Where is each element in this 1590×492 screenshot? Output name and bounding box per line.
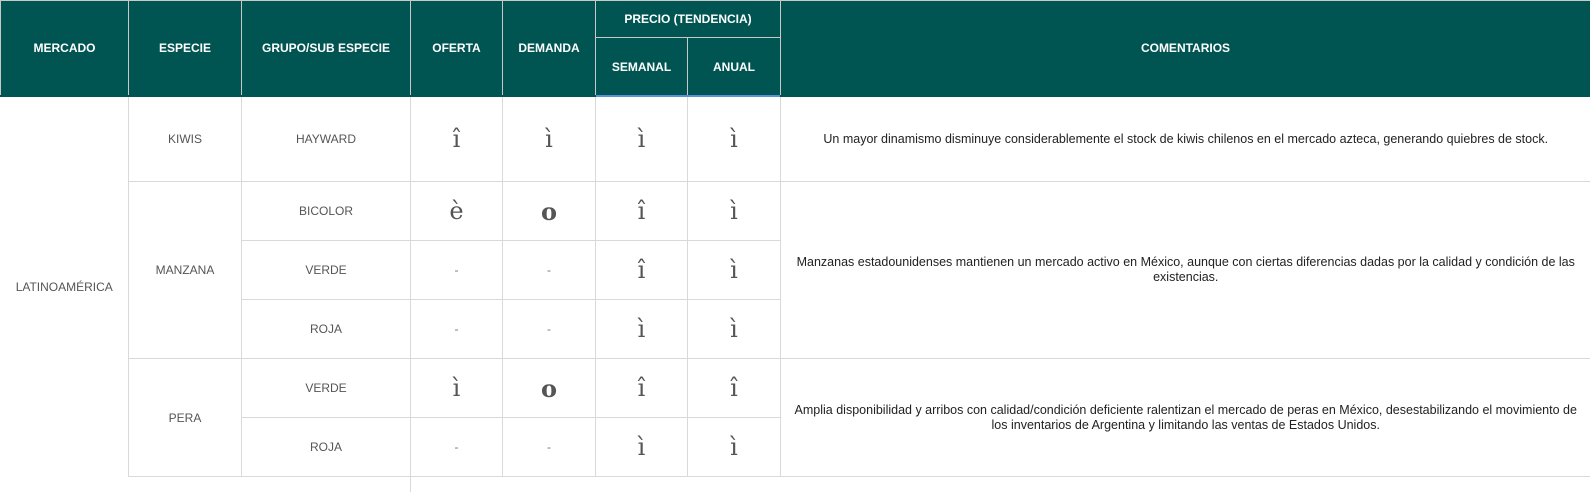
anual-down-icon: ì	[688, 182, 781, 241]
demanda-cell: -	[503, 241, 596, 300]
anual-down-icon: ì	[688, 96, 781, 182]
grupo-cell: ROJA	[242, 300, 411, 359]
especie-cell: KIWIS	[129, 96, 242, 182]
header-grupo: GRUPO/SUB ESPECIE	[242, 1, 411, 97]
demanda-down-icon: ì	[503, 96, 596, 182]
grupo-cell: HAYWARD	[242, 96, 411, 182]
header-oferta: OFERTA	[411, 1, 503, 97]
demanda-cell: -	[503, 418, 596, 477]
grupo-cell: ROJA	[242, 418, 411, 477]
especie-cell: PERA	[129, 359, 242, 477]
oferta-cell: -	[411, 418, 503, 477]
oferta-cell: -	[411, 300, 503, 359]
oferta-up-icon: î	[411, 96, 503, 182]
table-row	[1, 96, 1590, 182]
comentario-cell: Manzanas estadounidenses mantienen un mercado activo en México, aunque con ciertas diferencias dadas por la calidad y condición de las existencias.	[781, 182, 1590, 359]
grupo-cell: VERDE	[242, 359, 411, 418]
comentario-cell: Un mayor dinamismo disminuye considerablemente el stock de kiwis chilenos en el mercado azteca, generando quiebres de stock.	[781, 96, 1590, 182]
divider	[410, 472, 411, 492]
table-row	[1, 359, 1590, 418]
grupo-cell: BICOLOR	[242, 182, 411, 241]
demanda-o-icon: o	[503, 182, 596, 241]
oferta-flat-icon: è	[411, 182, 503, 241]
header-anual: ANUAL	[688, 38, 781, 97]
semanal-up-icon: î	[596, 182, 688, 241]
especie-cell: MANZANA	[129, 182, 242, 359]
demanda-cell: -	[503, 300, 596, 359]
oferta-cell: -	[411, 241, 503, 300]
header-comentarios: COMENTARIOS	[781, 1, 1590, 97]
semanal-down-icon: ì	[596, 300, 688, 359]
header-demanda: DEMANDA	[503, 1, 596, 97]
header-precio: PRECIO (TENDENCIA)	[596, 1, 781, 38]
grupo-cell: VERDE	[242, 241, 411, 300]
comentario-cell: Amplia disponibilidad y arribos con calidad/condición deficiente ralentizan el mercado de peras en México, desestabilizando el movimiento de los inventarios de Argentina y limitando las ventas de Estados Unidos.	[781, 359, 1590, 477]
semanal-up-icon: î	[596, 359, 688, 418]
semanal-down-icon: ì	[596, 96, 688, 182]
header-mercado: MERCADO	[1, 1, 129, 97]
header-semanal: SEMANAL	[596, 38, 688, 97]
anual-down-icon: ì	[688, 418, 781, 477]
table-row	[1, 182, 1590, 241]
semanal-down-icon: ì	[596, 418, 688, 477]
header-especie: ESPECIE	[129, 1, 242, 97]
demanda-o-icon: o	[503, 359, 596, 418]
anual-down-icon: ì	[688, 241, 781, 300]
anual-up-icon: î	[688, 359, 781, 418]
mercado-cell: LATINOAMÉRICA	[1, 96, 129, 477]
semanal-up-icon: î	[596, 241, 688, 300]
oferta-down-icon: ì	[411, 359, 503, 418]
anual-down-icon: ì	[688, 300, 781, 359]
